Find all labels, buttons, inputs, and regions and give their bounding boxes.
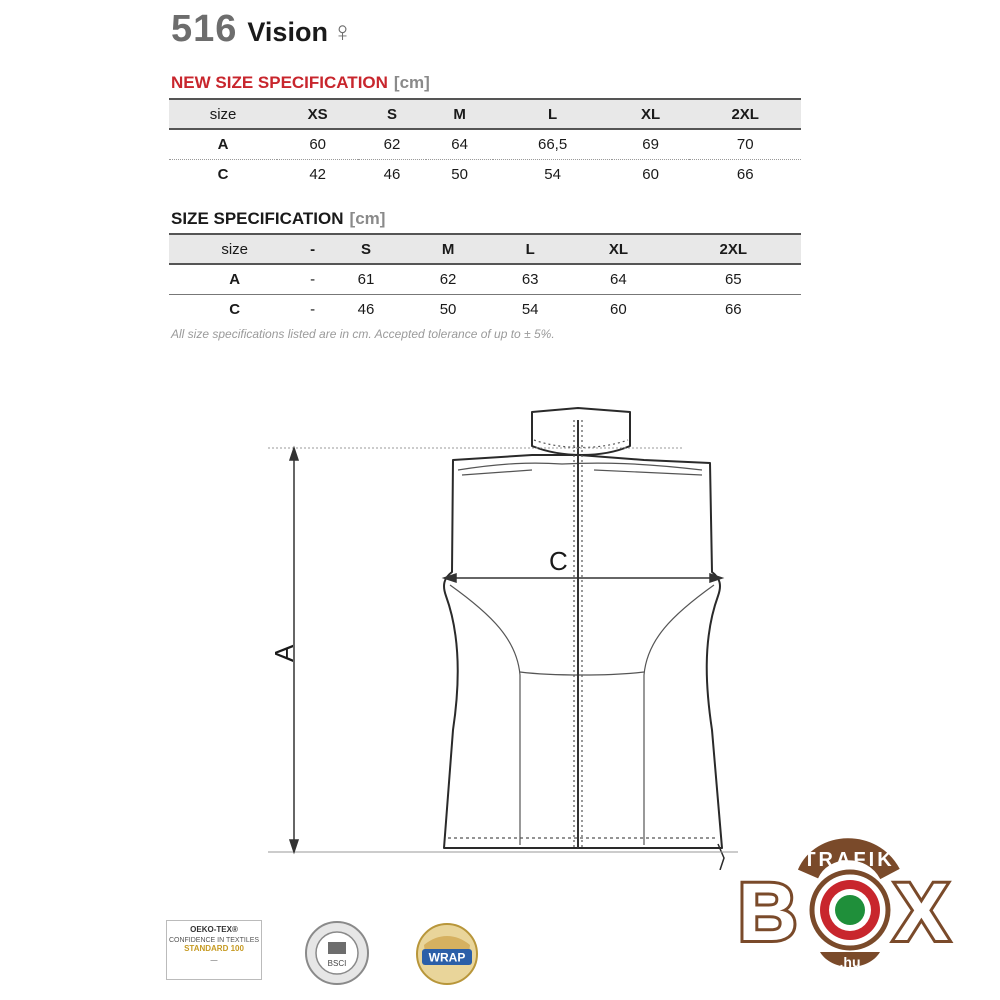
product-name: Vision: [247, 17, 328, 47]
svg-text:WRAP: WRAP: [428, 950, 466, 965]
table-cell: -: [310, 300, 316, 318]
table-header-row: [169, 234, 801, 264]
header-cell: size: [209, 105, 237, 123]
table-cell: -: [310, 270, 316, 288]
header-cell: -: [310, 240, 316, 258]
measure-a-label: A: [269, 644, 299, 662]
table-cell: 60: [642, 165, 659, 183]
header-cell: S: [360, 240, 371, 258]
row-label: A: [217, 135, 229, 153]
table-cell: 61: [357, 270, 375, 288]
header-cell: 2XL: [719, 240, 748, 258]
measure-c-label: C: [549, 546, 568, 576]
table-cell: 65: [724, 270, 742, 288]
wrap-logo: [408, 915, 486, 993]
table-cell: 64: [451, 135, 468, 153]
size-spec-table: [169, 233, 801, 324]
table-cell: 69: [642, 135, 659, 153]
table-cell: 46: [383, 165, 401, 183]
header-cell: size: [221, 240, 248, 258]
header-cell: M: [441, 240, 455, 258]
header-cell: L: [548, 105, 558, 123]
table-cell: 54: [521, 300, 539, 318]
vest-diagram: [262, 400, 742, 870]
bsci-logo: [304, 920, 370, 986]
table-cell: 60: [309, 135, 327, 153]
table-cell: 50: [439, 300, 457, 318]
trafikbox-logo: [732, 822, 964, 982]
svg-text:TRAFIK: TRAFIK: [803, 849, 895, 871]
header-cell: M: [453, 105, 466, 123]
svg-text:X: X: [894, 867, 949, 958]
header-cell: XL: [641, 105, 661, 123]
table-cell: 66,5: [538, 135, 568, 153]
table-cell: 64: [610, 270, 627, 288]
header-cell: XS: [307, 105, 328, 123]
table-row: [169, 294, 801, 324]
vest-body-outline: [444, 455, 722, 848]
table-cell: 54: [544, 165, 561, 183]
table-cell: 62: [383, 135, 401, 153]
table-cell: 46: [357, 300, 375, 318]
table-cell: 42: [309, 165, 327, 183]
table-cell: 62: [439, 270, 457, 288]
table-cell: 50: [451, 165, 468, 183]
table-header-row: [169, 99, 801, 129]
svg-text:B: B: [738, 867, 798, 958]
table-row: [169, 129, 801, 159]
svg-text:BSCI: BSCI: [327, 959, 347, 968]
new-spec-table: [169, 98, 801, 189]
table-cell: 60: [610, 300, 627, 318]
svg-text:.hu: .hu: [839, 954, 861, 970]
row-label: C: [229, 300, 241, 318]
table-row: [169, 264, 801, 294]
product-title: [171, 8, 353, 56]
female-icon: ♀: [331, 16, 353, 47]
new-spec-heading: NEW SIZE SPECIFICATION [cm]: [171, 73, 430, 92]
header-cell: XL: [608, 240, 628, 258]
table-cell: 70: [736, 135, 754, 153]
row-label: A: [229, 270, 241, 288]
product-code: 516: [171, 8, 238, 50]
table-row: [169, 159, 801, 189]
header-cell: 2XL: [731, 105, 759, 123]
table-cell: 63: [521, 270, 539, 288]
header-cell: S: [387, 105, 398, 123]
table-cell: 66: [724, 300, 742, 318]
row-label: C: [217, 165, 229, 183]
tolerance-note: All size specifications listed are in cm. Accepted tolerance of up to ± 5%.: [171, 327, 555, 341]
oeko-tex-logo: OEKO-TEX® CONFIDENCE IN TEXTILES STANDARD 100 —: [166, 920, 262, 980]
header-cell: L: [525, 240, 535, 258]
table-cell: 66: [736, 165, 754, 183]
size-spec-heading: SIZE SPECIFICATION [cm]: [171, 209, 386, 228]
